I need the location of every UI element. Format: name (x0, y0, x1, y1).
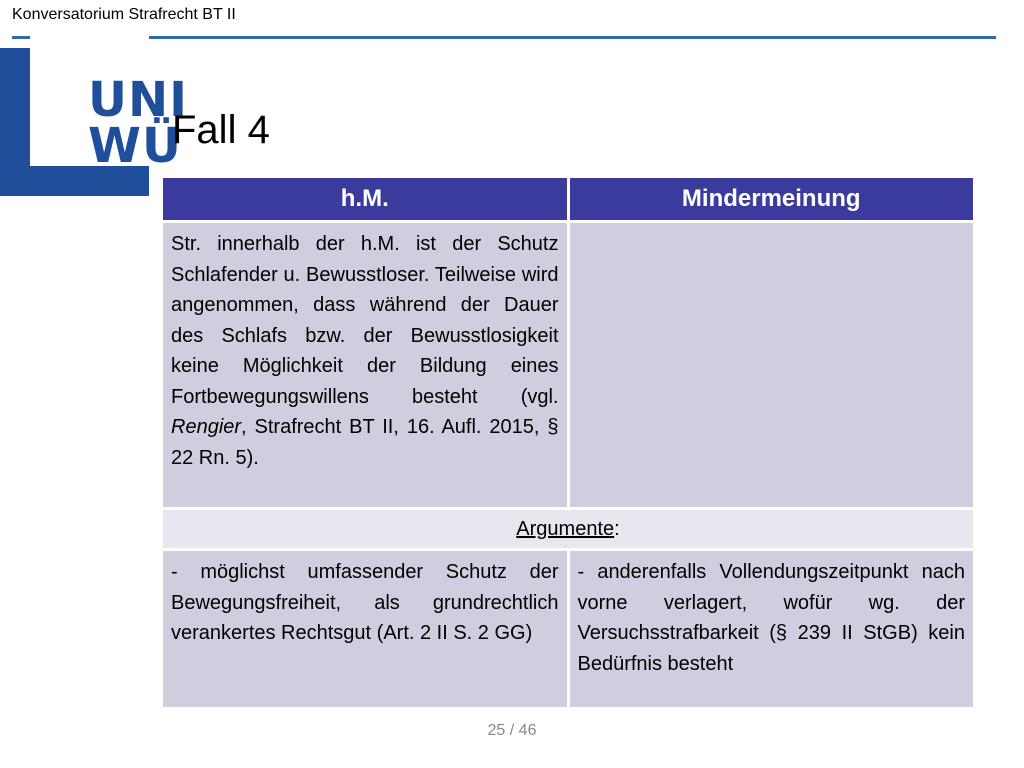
minority-argument-cell: - anderenfalls Vollendungszeitpunkt nach vorne verlagert, wofür wg. der Versuchsstrafbarkeit (§ 239 II StGB) kein Bedürfnis besteht (570, 551, 974, 707)
majority-opinion-cell: Str. innerhalb der h.M. ist der Schutz Schlafender u. Bewusstloser. Teilweise wird angenommen, dass während der Dauer des Schlafs bzw. der Bewusstlosigkeit keine Möglichkeit der Bildung eines Fortbewegungswillens besteht (vgl. Rengier, Strafrecht BT II, 16. Aufl. 2015, § 22 Rn. 5). (163, 223, 567, 507)
course-title: Konversatorium Strafrecht BT II (12, 6, 236, 23)
table-row (163, 223, 973, 507)
table-header-row (163, 178, 973, 220)
logo-lettering: UNI WÜ (88, 72, 189, 174)
page-number: 25 / 46 (487, 722, 537, 739)
arguments-row (163, 510, 973, 548)
header-divider (12, 36, 996, 39)
comparison-table (160, 175, 976, 710)
minority-opinion-cell (570, 223, 974, 507)
majority-argument-cell: - möglichst umfassender Schutz der Bewegungsfreiheit, als grundrechtlich verankertes Rechtsgut (Art. 2 II S. 2 GG) (163, 551, 567, 707)
slide-title: Fall 4 (172, 108, 270, 152)
header-minority-opinion: Mindermeinung (570, 178, 974, 220)
header-majority-opinion: h.M. (163, 178, 567, 220)
author-name: Rengier (171, 416, 242, 438)
arguments-label-cell: Argumente: (163, 510, 973, 548)
table-row (163, 551, 973, 707)
